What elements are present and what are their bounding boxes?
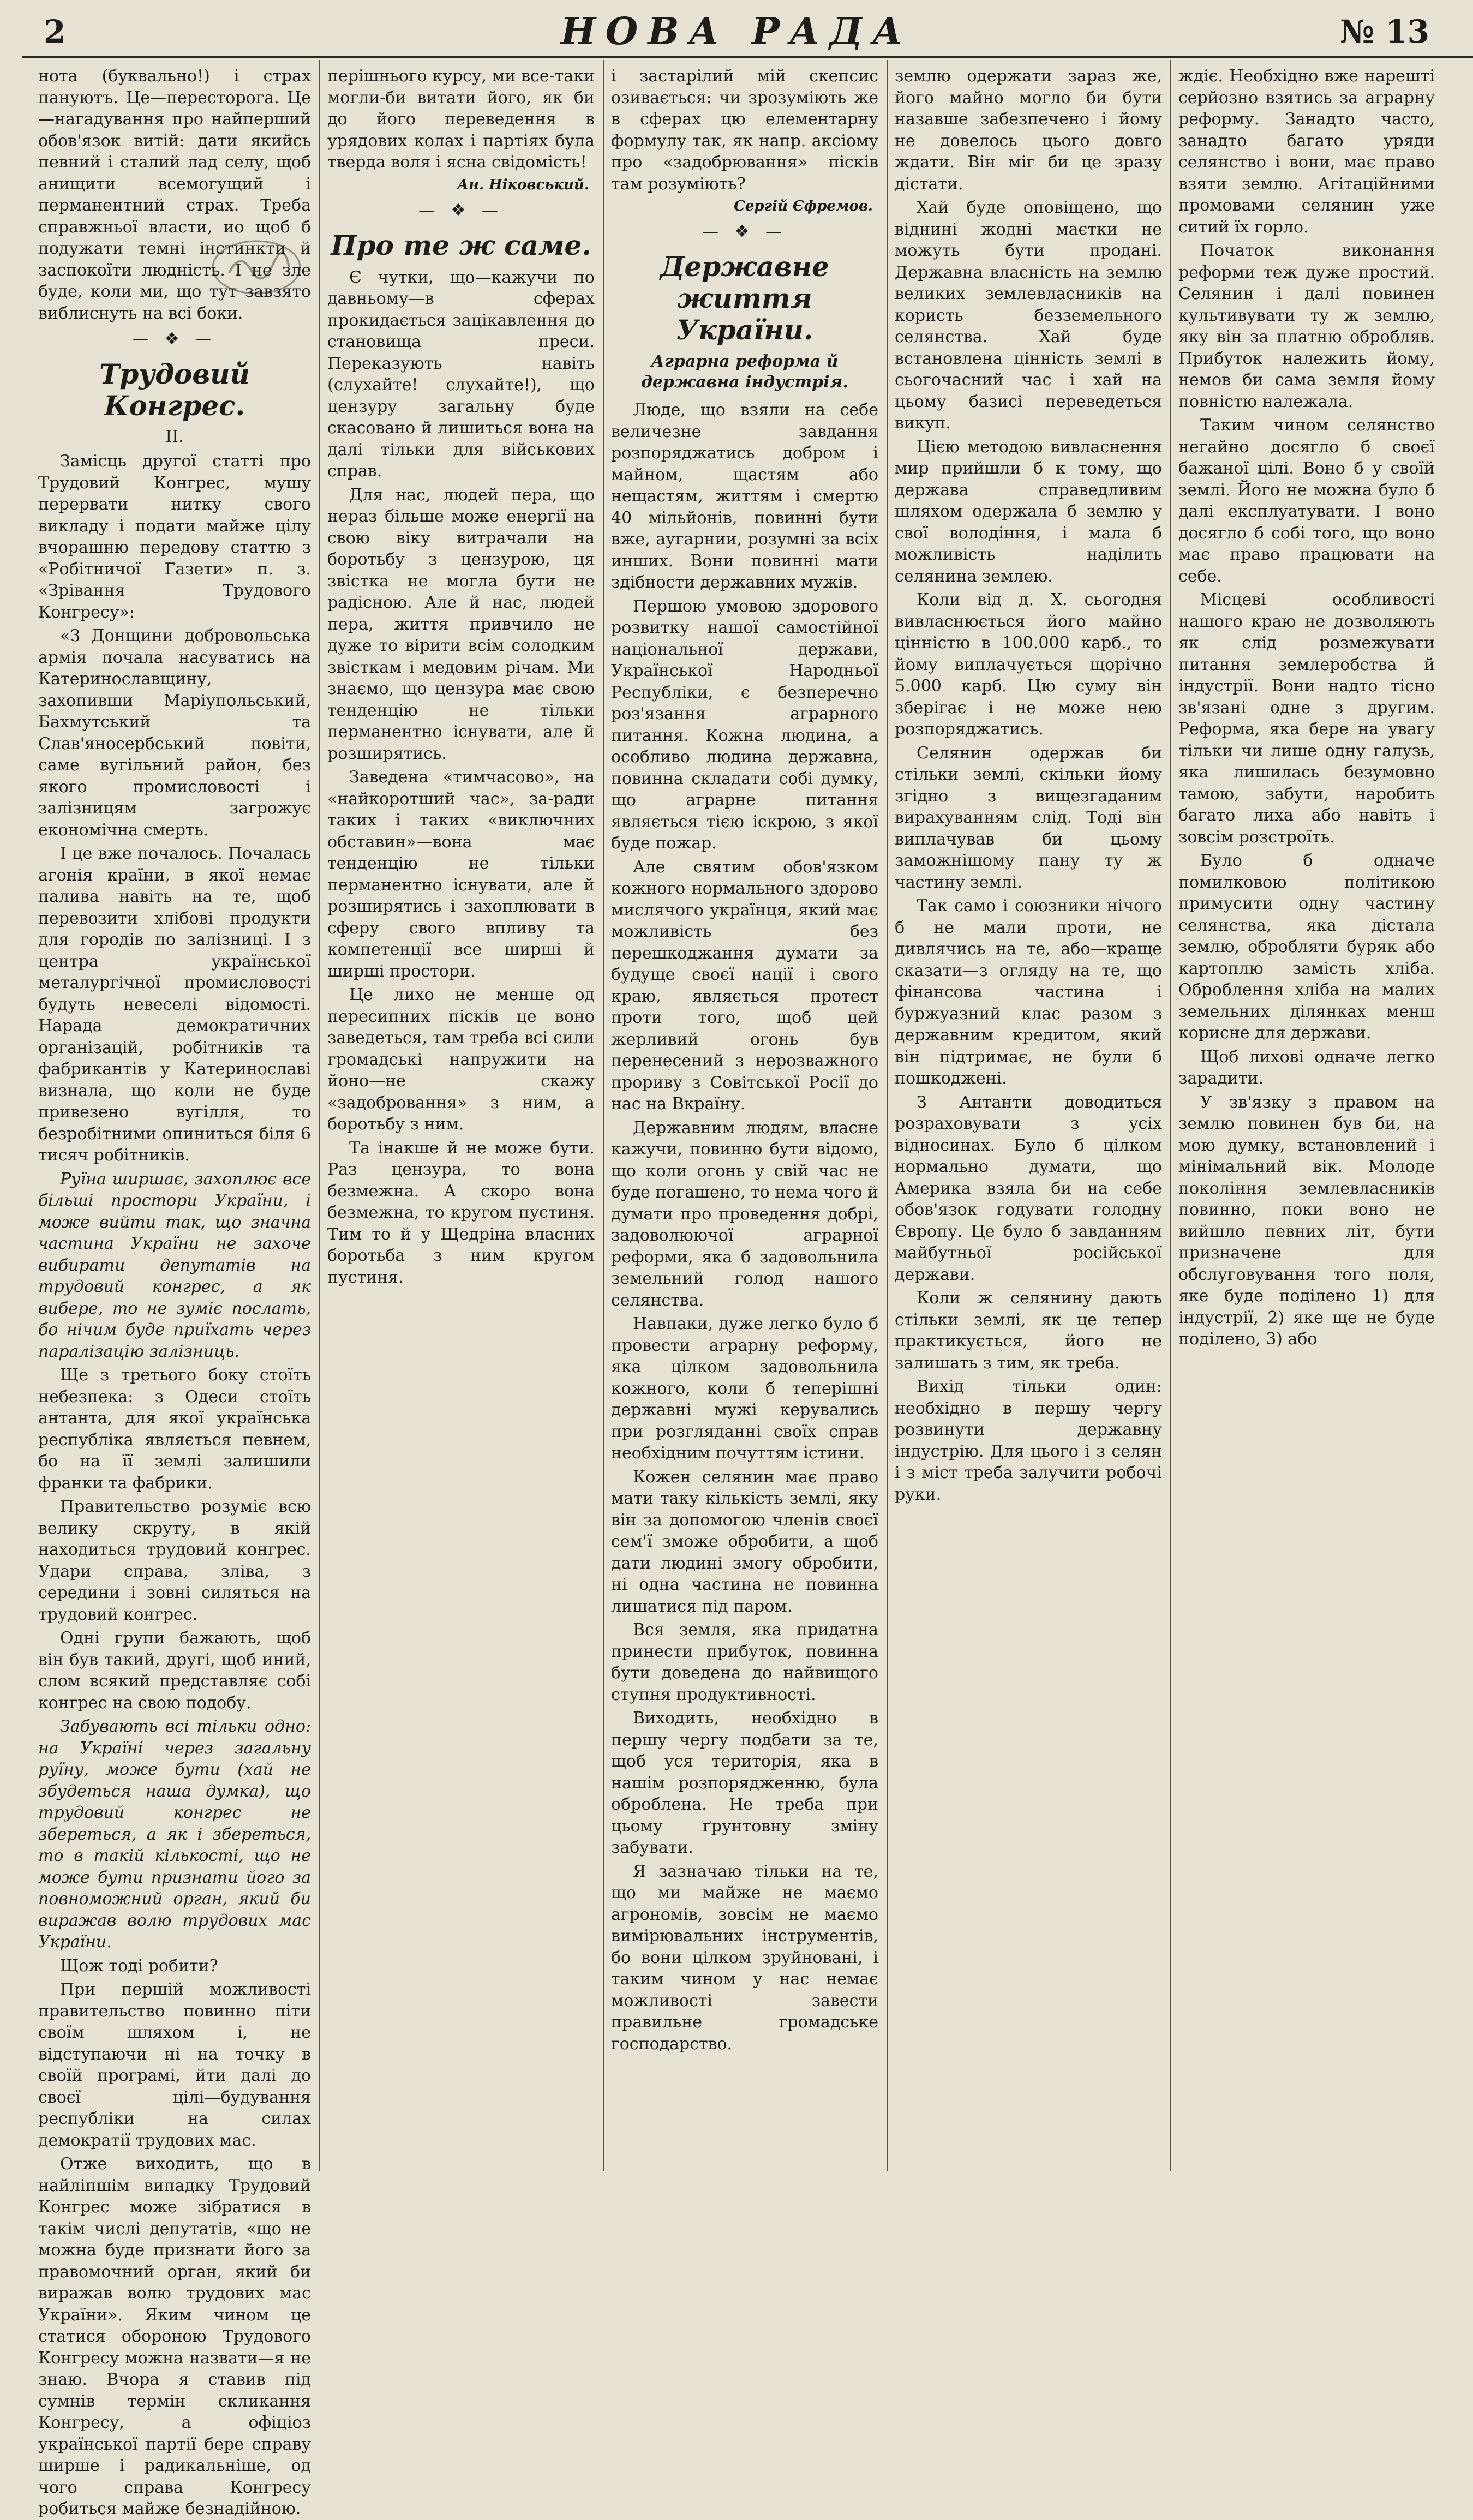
paragraph: Я зазначаю тільки на те, що ми майже не маємо агрономів, зовсім не маємо вимірювальних інструментів, бо вони цілком зруйновані, і таким чином у нас немає можливості завести правильне громадське господарство. [611,1861,878,2054]
paragraph: Кожен селянин має право мати таку кількість землі, яку він за допомогою членів своєї сем'ї зможе обробити, а щоб дати людині змогу обробити, ні одна частина не повинна лишатися під паром. [611,1467,878,1616]
article-title: Державне життя України. [660,250,829,346]
paragraph: Це лихо не менше од пересипних піскiв це воно заведеться, там треба всі сили громадські напружити на йоно—не скажу «задобровання» з ним, а боротьбу з ним. [327,985,595,1134]
paragraph: Було б одначе помилковою політикою примусити одну частину селянства, яка дістала землю, обробляти буряк або картоплю замість хліба. Оброблення хліба на малих земельних ділянках менш корисне для держави. [1178,851,1435,1043]
paragraph: Вихід тільки один: необхідно в першу чергу розвинути державну індустрію. Для цього і з селян і з міст треба залучити робочі руки. [895,1377,1162,1504]
paragraph: Цією методою вивласнення мир прийшли б к тому, що держава справедливим шляхом одержала б землю у свої володіння, і мала б можливість наділить селянина землею. [895,437,1162,586]
paragraph: Ще з третього боку стоїть небезпека: з Одеси стоїть антанта, для якої українська республіка являється певнем, бо на її землі залишили франки та фабрики. [38,1366,311,1493]
author-signature: Ан. Ніковський. [457,176,589,193]
paragraph: Правительство розуміє всю велику скруту, в якій находиться трудовий конгрес. Удари справа, зліва, з середини і зовні силяться на трудовий конгрес. [38,1497,311,1624]
paragraph: Щоб лихові одначе легко зарадити. [1178,1047,1435,1088]
paragraph: Таким чином селянство негайно досягло б своєї бажаної цілі. Воно б у своїй землі. Його не можна було б далі експлуатувати. І воно досягло б собі того, що воно має право працювати на себе. [1178,416,1435,586]
newspaper-title: НОВА РАДА [560,10,913,53]
column-divider [319,60,320,2171]
paragraph: Руїна ширшає, захоплює все більші простори України, і може вийти так, що значна частина України не захоче вибирати депутатів на трудовий конгрес, а як вибере, то не зуміє послать, бо нічим буде приїхать через паралізацію залізниць. [38,1169,311,1361]
author-signature: Сергій Єфремов. [734,198,873,214]
column-5 [1178,65,1435,2171]
header-rule [22,56,1473,58]
paragraph: Є чутки, що—кажучи по давньому—в сферах прокидається зацікавлення до становища преси. Переказують навіть (слухайте! слухайте!), що цензуру загальну буде скасовано й лишиться вона на далі тільки для військових справ. [327,267,595,481]
paragraph: Люде, що взяли на себе величезне завдання розпоряджатись добром і майном, щастям або нещастям, життям і смертю 40 мільйонів, повинні бути вже, аугарнии, розумні за всіх инших. Вони повинні мати здібности державних мужів. [611,400,878,592]
paragraph: У зв'язку з правом на землю повинен був би, на мою думку, встановлений і мінімальний вік. Молоде покоління землевласників повинно, поки воно не вийшло певних літ, бути призначене для обслуговування того поля, яке буде поділено 1) для індустрії, 2) яке ще не буде поділено, 3) або [1178,1092,1435,1349]
paragraph: «З Донщини добровольська армія почала насуватись на Катеринославщину, захопивши Маріупольський, Бахмутський та Слав'яносербський повіти, саме вугільний район, без якого промисловості і залізницям загрожує економічна смерть. [38,626,311,840]
article-title: Про те ж саме. [331,229,591,261]
paragraph: землю одержати зараз же, його майно могло би бути назавше забезпечено і йому не довелось цього довго ждати. Він міг би це зразу дістати. [895,67,1162,194]
paragraph: Виходить, необхідно в першу чергу подбати за те, щоб уся територія, яка в нашім розпорядженню, була оброблена. Не треба при цьому ґрунтовну зміну забувати. [611,1709,878,1857]
paragraph: перішнього курсу, ми все-таки могли-би витати його, як би до його переведення в урядових колах і партіях була тверда воля і ясна свідомість! [327,67,595,172]
paragraph: При першій можливості правительство повинно піти своїм шляхом і, не відступаючи ні на точку в своїй програмі, йти далі до своєї цілі—будування республіки на силах демократії трудових мас. [38,1980,311,2150]
paragraph: Одні групи бажають, щоб він був такий, другі, щоб иний, слом всякий представляє собі конгрес на свою подобу. [38,1629,311,1713]
paragraph: Коли від д. Х. сьогодня вивласнюється його майно цінністю в 100.000 карб., то йому виплачується щорічно 5.000 карб. Цю суму він зберігає і не може нею розпоряджатись. [895,590,1162,739]
paragraph: Заведена «тимчасово», на «найкоротший час», за-ради таких і таких «виключних обставин»—вона має тенденцію не тільки перманентно існувати, але й розширятись і захоплювати в сферу свого впливу та компетенції все ширші й ширші простори. [327,768,595,981]
paragraph: Початок виконання реформи теж дуже простий. Селянин і далі повинен культивувати ту ж землю, яку він за платню обробляв. Прибуток належить йому, немов би сама земля йому повністю належала. [1178,241,1435,411]
paragraph: Замісць другої статті про Трудовий Конгрес, мушу перервати нитку свого викладу і подати майже цілу вчорашню передову статтю з «Робітничої Газети» п. з. «Зрівання Трудового Конгресу»: [38,452,311,622]
paragraph: Вся земля, яка придатна принести прибуток, повинна бути доведена до найвищого ступня продуктивності. [611,1620,878,1704]
page-number: 2 [44,13,66,50]
paragraph: нота (буквально!) і страх пануютъ. Це—пересторога. Це—нагадування про найперший обов'язок витій: дати якийсь певний і сталий лад селу, щоб анищити всемогущий і перманентний страх. Треба справжньої власти, ио щоб б подужати темні інстинкти й заспокоїти людність. І не зле буде, коли ми, що тут завзято виблиснуть на всі боки. [38,67,311,323]
paragraph: З Антанти доводиться розраховувати з усіх відносинах. Було б цілком нормально думати, що Америка взяла би на себе обов'язок годувати голодну Європу. Це було б завданням майбутньої російської держави. [895,1092,1162,1284]
column-divider [887,60,888,2171]
article-subtitle: Аграрна реформа й державна індустрія. [641,352,848,392]
paragraph: І це вже почалось. Почалась агонія країни, в якої немає палива навіть на те, щоб перевозити хлібові продукти для городів по залізниці. І з центра української металургічної промисловості будуть невеселі відомості. Нарада демократичних організацій, робітників та фабрикантів у Катеринославі визнала, що коли не буде привезено вугілля, то безробітними опиниться біля 6 тисяч робітників. [38,844,311,1165]
paragraph: Місцеві особливості нашого краю не дозволяють як слід розмежувати питання землеробства й індустрії. Вони надто тісно зв'язані одне з другим. Реформа, яка бере на увагу тільки чи лише одну галузь, яка лишилась безумовно тамою, забути, наробить багато лиха або навіть і зовсім розстроїть. [1178,590,1435,847]
paragraph: Та інакше й не може бути. Раз цензура, то вона безмежна. А скоро вона безмежна, то кругом пустиня. Тим то й у Щедріна власних боротьба з ним кругом пустиня. [327,1138,595,1287]
article-part-number: II. [165,427,184,446]
column-2 [327,65,595,2171]
column-1 [38,65,311,2518]
paragraph: Державним людям, власне кажучи, повинно бути відомо, що коли огонь у свій час не буде погашено, то нема чого й думати про проведення добрі, задоволюючої аграрної реформи, яка б задовольнила земельний голод нашого селянства. [611,1118,878,1310]
paragraph: Забувають всі тільки одно: на Україні через загальну руїну, може бути (хай не збудеться наша думка), що трудовий конгрес не збереться, а як і збереться, то в такій кількості, що не може бути признати його за повноможний орган, який би виражав волю трудових мас України. [38,1717,311,1952]
paragraph: Навпаки, дуже легко було б провести аграрну реформу, яка цілком задовольнила кожного, коли б теперішні державні мужі керувались при розгляданні своїх справ необхідним почуттям істини. [611,1314,878,1463]
column-3 [611,65,878,2171]
paragraph: Першою умовою здорового розвитку нашої самостійної національної держави, Української Народньої Республіки, є безперечно роз'язання аграрного питання. Кожна людина, а особливо людина державна, повинна складати собі думку, що аграрне питання являється тією іскрою, з якої буде пожар. [611,596,878,853]
column-4 [895,65,1162,2171]
masthead [33,10,1440,60]
article-title: Трудовий Конгрес. [99,358,250,422]
paragraph: Для нас, людей пера, що нераз більше може енергії на свою віку витрачали на боротьбу з цензурою, ця звістка не могла бути не радісною. Але й нас, людей пера, життя привчило не дуже то вірити всім солодким звісткам і медовим річам. Ми знаємо, що цензура має свою тенденцію не тільки перманентно існувати, але й розширятись. [327,485,595,763]
paragraph: Селянин одержав би стільки землі, скільки йому згідно з вищезгаданим вирахуванням слід. Тоді він виплачував би цьому заможнішому пану ту ж частину землі. [895,743,1162,892]
paragraph: Отже виходить, що в найліпшім випадку Трудовий Конгрес може зібратися в такім числі депутатів, «що не можна буде признати його за правомочний орган, який би виражав волю трудових мас України». Яким чином це статися обороною Трудового Конгресу можна назвати—я не знаю. Вчора я ставив під сумнів термін скликання Конгресу, а офіціоз української партії бере справу ширше і радикальніше, од чого справа Конгресу робиться майже безнадійною. [38,2154,311,2518]
paragraph: Так само і союзники нічого б не мали проти, не дивлячись на те, або—краще сказати—з огляду на те, що фінансова частина і буржуазний клас разом з державним кредитом, який він підтримає, не були б пошкоджені. [895,896,1162,1088]
ornament-divider: — ❖ — [702,222,787,241]
issue-number: № 13 [1340,13,1429,50]
paragraph: Хай буде оповіщено, що віднині жодні маєтки не можуть бути продані. Державна власність на землю великих землевласників на користь безземельного селянства. Хай буде встановлена цінність землі в сьогочасний час і хай на цьому базисі переведеться викуп. [895,198,1162,433]
paragraph: ждіє. Необхідно вже нарешті серйозно взятись за аграрну реформу. Занадто часто, занадто багато уряди селянство і вони, має право взяти землю. Агітаційними промовами селянин уже ситий їх горло. [1178,67,1435,237]
paragraph: Коли ж селянину дають стільки землі, як це тепер практикується, його не залишать з тим, як треба. [895,1289,1162,1373]
paragraph: Але святим обов'язком кожного нормального здорово мислячого українця, який має можливість без перешкоджання думати за будуще своєї нації і свого краю, являється протест проти того, щоб цей жерливий огонь був перенесений з нерозважного прориву з Совітської Росії до нас на Вкраїну. [611,857,878,1114]
paragraph: Щож тоді робити? [60,1956,218,1976]
paragraph: і застарілий мій скепсис озивається: чи зрозуміють же в сферах цю елементарну формулу так, як напр. аксіому про «задобрювання» пісків там розуміють? [611,67,878,194]
ornament-divider: — ❖ — [418,200,504,220]
ornament-divider: — ❖ — [132,330,217,349]
column-divider [603,60,604,2171]
column-divider [1170,60,1171,2171]
